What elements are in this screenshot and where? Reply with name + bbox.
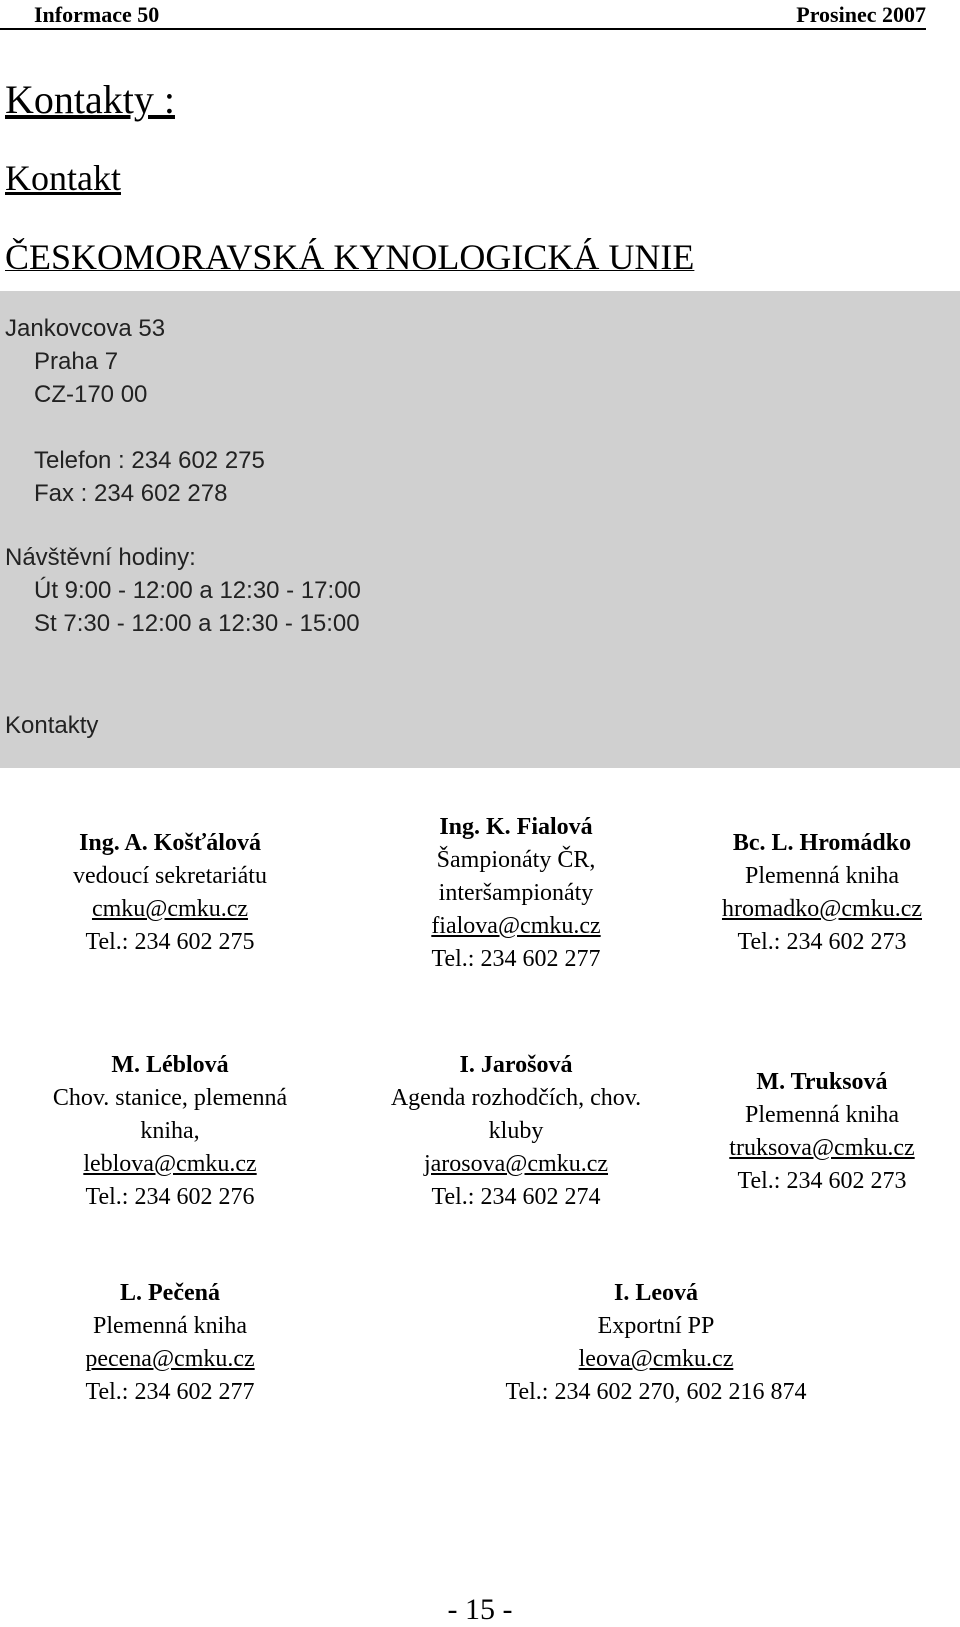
contact-role: Chov. stanice, plemenná — [52, 1085, 288, 1111]
address-zip: CZ-170 00 — [34, 381, 148, 408]
contact-email[interactable]: cmku@cmku.cz — [91, 896, 249, 922]
contact-phone: Tel.: 234 602 276 — [85, 1184, 255, 1210]
contact-name: Ing. A. Košťálová — [79, 830, 261, 856]
organization-name: ČESKOMORAVSKÁ KYNOLOGICKÁ UNIE — [5, 237, 695, 277]
contact-role-line2: interšampionáty — [438, 880, 594, 906]
contact-role-line2: kniha, — [140, 1118, 200, 1144]
contact-card — [356, 1049, 676, 1214]
header-date: Prosinec 2007 — [796, 2, 926, 27]
hours-wednesday: St 7:30 - 12:00 a 12:30 - 15:00 — [34, 610, 360, 637]
address-phone: Telefon : 234 602 275 — [34, 447, 265, 474]
running-header — [0, 0, 926, 30]
hours-tuesday: Út 9:00 - 12:00 a 12:30 - 17:00 — [34, 577, 361, 604]
contact-role: vedoucí sekretariátu — [73, 863, 267, 889]
contact-card — [10, 1049, 330, 1214]
address-fax: Fax : 234 602 278 — [34, 480, 228, 507]
contact-email[interactable]: jarosova@cmku.cz — [423, 1151, 609, 1177]
contact-name: I. Jarošová — [459, 1052, 573, 1078]
page-title: Kontakty : — [5, 77, 175, 122]
contact-phone: Tel.: 234 602 273 — [737, 929, 907, 955]
contact-role: Plemenná kniha — [745, 863, 899, 889]
address-city: Praha 7 — [34, 348, 119, 375]
contact-name: I. Leová — [614, 1280, 698, 1306]
contact-role: Agenda rozhodčích, chov. — [390, 1085, 642, 1111]
contact-phone: Tel.: 234 602 274 — [431, 1184, 601, 1210]
contact-phone: Tel.: 234 602 270, 602 216 874 — [505, 1379, 807, 1405]
contact-email[interactable]: fialova@cmku.cz — [431, 913, 601, 939]
contact-name: M. Léblová — [111, 1052, 229, 1078]
contact-phone: Tel.: 234 602 275 — [85, 929, 255, 955]
contact-name: L. Pečená — [120, 1280, 220, 1306]
contact-phone: Tel.: 234 602 273 — [737, 1168, 907, 1194]
contact-email[interactable]: hromadko@cmku.cz — [721, 896, 923, 922]
contact-email[interactable]: leova@cmku.cz — [578, 1346, 734, 1372]
contact-email[interactable]: pecena@cmku.cz — [85, 1346, 255, 1372]
contact-card — [376, 811, 656, 976]
page-number: - 15 - — [447, 1593, 513, 1626]
contact-phone: Tel.: 234 602 277 — [431, 946, 601, 972]
contact-role: Plemenná kniha — [93, 1313, 247, 1339]
contact-phone: Tel.: 234 602 277 — [85, 1379, 255, 1405]
address-street: Jankovcova 53 — [5, 315, 166, 342]
contact-name: M. Truksová — [756, 1069, 888, 1095]
contact-card — [690, 827, 954, 959]
contact-card — [30, 1277, 310, 1409]
contact-card — [456, 1277, 856, 1409]
contacts-label: Kontakty — [5, 712, 99, 739]
contact-name: Bc. L. Hromádko — [732, 830, 912, 856]
header-issue: Informace 50 — [34, 2, 160, 27]
address-block — [0, 291, 960, 768]
contact-role-line2: kluby — [488, 1118, 544, 1144]
hours-label: Návštěvní hodiny: — [5, 544, 196, 571]
contact-card — [700, 1066, 944, 1198]
contact-role: Plemenná kniha — [745, 1102, 899, 1128]
contact-email[interactable]: truksova@cmku.cz — [729, 1135, 915, 1161]
contact-card — [30, 827, 310, 959]
contact-role: Exportní PP — [597, 1313, 715, 1339]
contact-email[interactable]: leblova@cmku.cz — [83, 1151, 257, 1177]
contact-role: Šampionáty ČR, — [436, 847, 596, 873]
contact-name: Ing. K. Fialová — [439, 814, 593, 840]
section-title: Kontakt — [5, 158, 121, 198]
